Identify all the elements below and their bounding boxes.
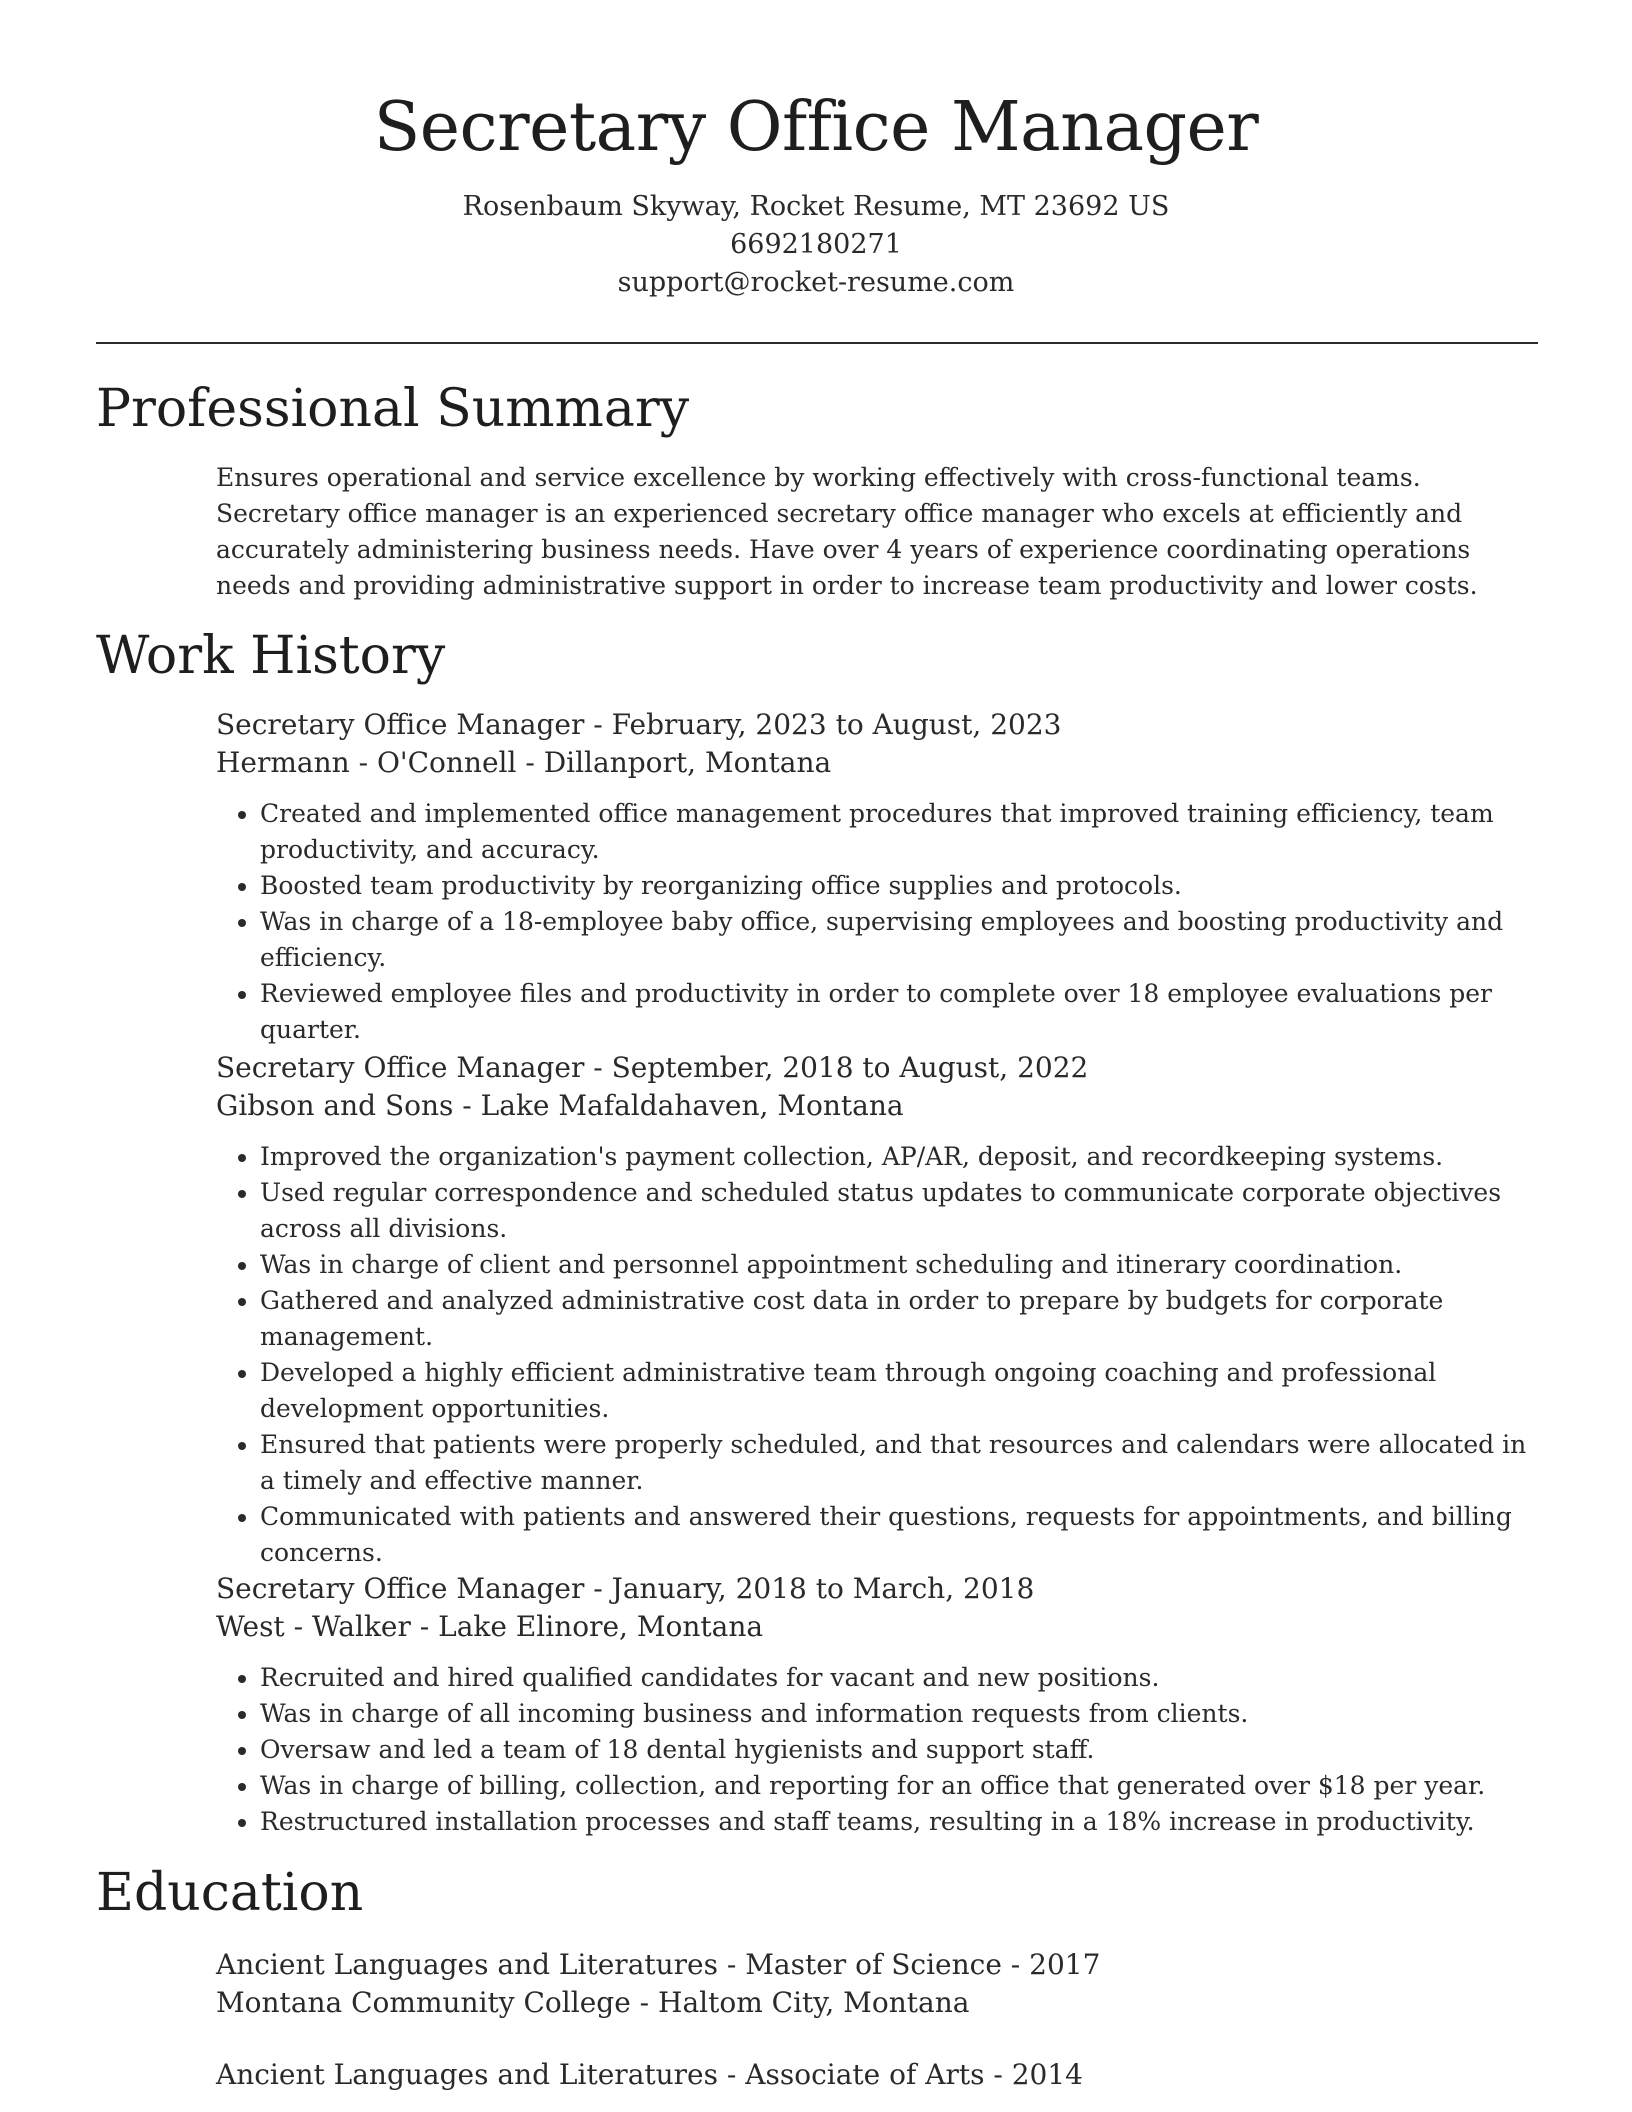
section-title-education: Education — [96, 1863, 364, 1923]
duty-item: • Was in charge of client and personnel appointment scheduling and itinerary coordination. — [260, 1247, 1546, 1283]
section-title-summary: Professional Summary — [96, 379, 690, 439]
job-title-dates: Secretary Office Manager - September, 2018 to August, 2022 — [216, 1051, 1089, 1084]
job-duties — [216, 1660, 1546, 1840]
job-title-dates: Secretary Office Manager - January, 2018 to March, 2018 — [216, 1572, 1035, 1605]
email: support@rocket-resume.com — [617, 267, 1015, 298]
address: Rosenbaum Skyway, Rocket Resume, MT 23692 US — [462, 191, 1170, 222]
job-employer-location: Hermann - O'Connell - Dillanport, Montana — [216, 746, 832, 779]
summary-text: Ensures operational and service excellence by working effectively with cross-functional teams. Secretary office manager is an experienced secretary office manager who excels at efficiently and accurately administering business needs. Have over 4 years of experience coordinating operations needs and providing administrative support in order to increase team productivity and lower costs. — [216, 463, 1478, 600]
contact-info — [0, 188, 1632, 302]
duty-item: • Was in charge of billing, collection, and reporting for an office that generated over $18 per year. — [260, 1768, 1546, 1804]
duty-item: • Created and implemented office management procedures that improved training efficiency, team productivity, and accuracy. — [260, 796, 1546, 868]
duty-item: • Used regular correspondence and scheduled status updates to communicate corporate objectives across all divisions. — [260, 1175, 1546, 1247]
duty-item: • Boosted team productivity by reorganizing office supplies and protocols. — [260, 868, 1546, 904]
duty-item: • Reviewed employee files and productivity in order to complete over 18 employee evaluations per quarter. — [260, 976, 1546, 1048]
job-title-dates: Secretary Office Manager - February, 2023 to August, 2023 — [216, 708, 1062, 741]
degree-line: Ancient Languages and Literatures - Master of Science - 2017 — [216, 1948, 1101, 1981]
degree-line: Ancient Languages and Literatures - Associate of Arts - 2014 — [216, 2058, 1083, 2091]
job-entry — [216, 706, 1546, 1048]
section-title-work-history: Work History — [96, 626, 446, 686]
job-employer-location: West - Walker - Lake Elinore, Montana — [216, 1610, 764, 1643]
duty-item: • Communicated with patients and answered their questions, requests for appointments, and billing concerns. — [260, 1499, 1546, 1571]
resume-header — [0, 0, 1632, 302]
duty-item: • Ensured that patients were properly scheduled, and that resources and calendars were allocated in a timely and effective manner. — [260, 1427, 1546, 1499]
job-entry — [216, 1049, 1546, 1571]
education-entry — [216, 2056, 1546, 2094]
summary-block — [216, 460, 1546, 604]
phone: 6692180271 — [730, 229, 902, 260]
duty-item: • Oversaw and led a team of 18 dental hygienists and support staff. — [260, 1732, 1546, 1768]
duty-item: • Recruited and hired qualified candidates for vacant and new positions. — [260, 1660, 1546, 1696]
duty-item: • Restructured installation processes and staff teams, resulting in a 18% increase in productivity. — [260, 1804, 1546, 1840]
duty-item: • Was in charge of a 18-employee baby office, supervising employees and boosting productivity and efficiency. — [260, 904, 1546, 976]
candidate-name: Secretary Office Manager — [373, 88, 1259, 167]
duty-item: • Was in charge of all incoming business and information requests from clients. — [260, 1696, 1546, 1732]
job-duties — [216, 1139, 1546, 1571]
duty-item: • Gathered and analyzed administrative cost data in order to prepare by budgets for corporate management. — [260, 1283, 1546, 1355]
duty-item: • Improved the organization's payment collection, AP/AR, deposit, and recordkeeping systems. — [260, 1139, 1546, 1175]
education-entry — [216, 1946, 1546, 2022]
duty-item: • Developed a highly efficient administrative team through ongoing coaching and professional development opportunities. — [260, 1355, 1546, 1427]
header-divider — [96, 342, 1538, 344]
job-entry — [216, 1570, 1546, 1840]
job-employer-location: Gibson and Sons - Lake Mafaldahaven, Montana — [216, 1089, 904, 1122]
school-location: Montana Community College - Haltom City, Montana — [216, 1986, 970, 2019]
job-duties — [216, 796, 1546, 1048]
